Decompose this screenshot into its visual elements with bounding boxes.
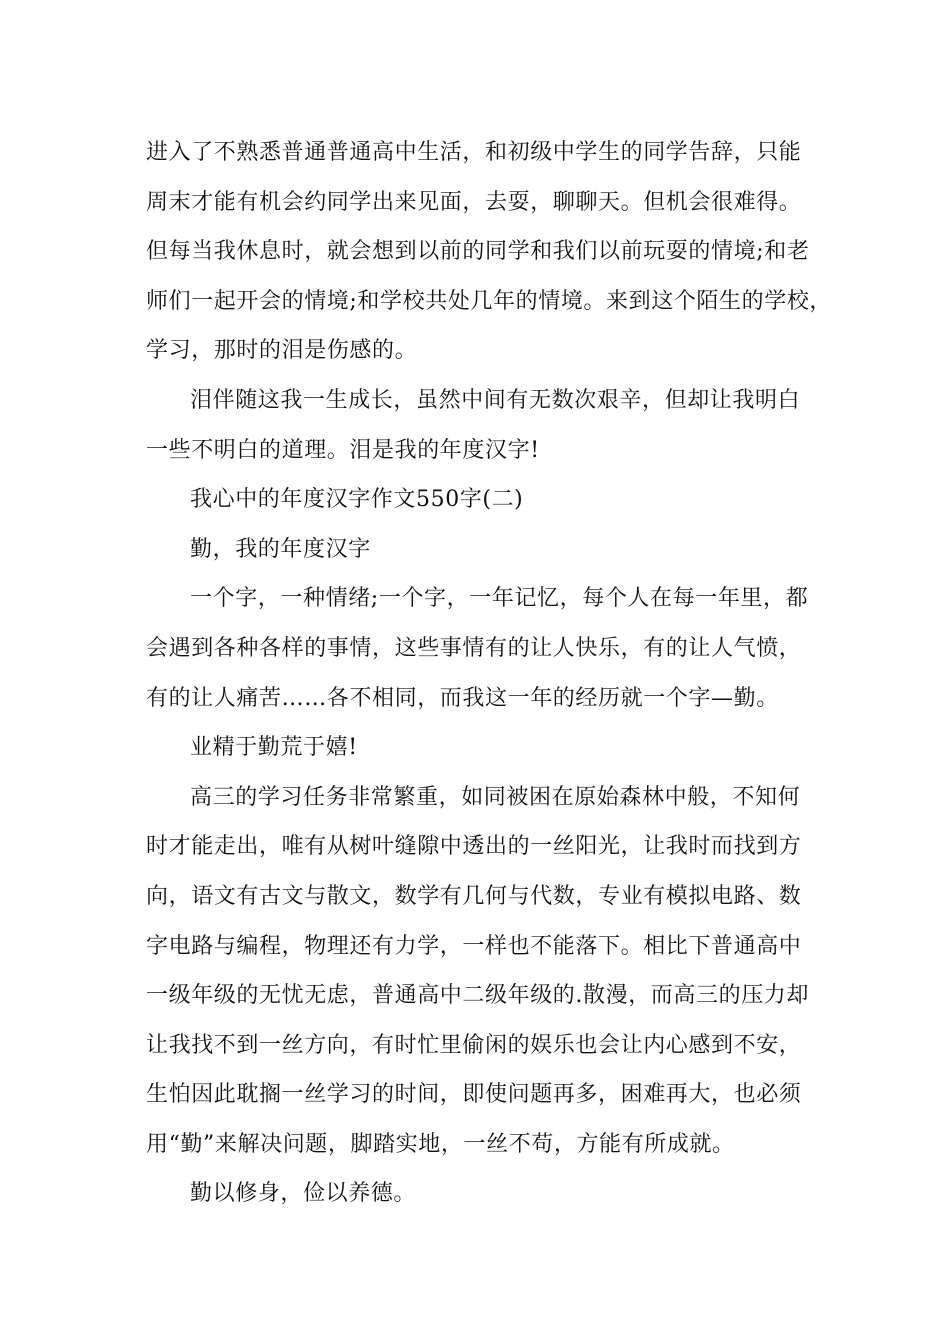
text-line: 高三的学习任务非常繁重，如同被困在原始森林中般，不知何 [190,784,801,810]
text-line: 但每当我休息时，就会想到以前的同学和我们以前玩耍的情境;和老 [146,239,810,265]
text-line: 一个字，一种情绪;一个字，一年记忆，每个人在每一年里，都 [190,586,809,612]
document-body [146,128,833,1219]
text-line: 学习，那时的泪是伤感的。 [146,338,418,364]
text-line: 我心中的年度汉字作文550字(二) [190,487,524,513]
text-line: 业精于勤荒于嬉! [190,735,358,761]
text-line: 勤以修身，俭以养德。 [190,1181,417,1207]
text-line: 勤，我的年度汉字 [190,536,371,562]
text-line: 向，语文有古文与散文，数学有几何与代数，专业有模拟电路、数 [146,883,802,909]
text-line: 一些不明白的道理。泪是我的年度汉字! [146,437,540,463]
text-line: 用“勤”来解决问题，脚踏实地，一丝不苟，方能有所成就。 [146,1131,735,1157]
text-line: 有的让人痛苦……各不相同，而我这一年的经历就一个字—勤。 [146,685,779,711]
text-line: 周末才能有机会约同学出来见面，去耍，聊聊天。但机会很难得。 [146,189,802,215]
text-line: 字电路与编程，物理还有力学，一样也不能落下。相比下普通高中 [146,933,802,959]
text-line: 让我找不到一丝方向，有时忙里偷闲的娱乐也会让内心感到不安， [146,1032,802,1058]
text-line: 师们一起开会的情境;和学校共处几年的情境。来到这个陌生的学校， [146,288,833,314]
text-line: 生怕因此耽搁一丝学习的时间，即使问题再多，困难再大，也必须 [146,1082,802,1108]
text-line: 一级年级的无忧无虑，普通高中二级年级的.散漫，而高三的压力却 [146,983,809,1009]
text-line: 泪伴随这我一生成长，虽然中间有无数次艰辛，但却让我明白 [190,387,801,413]
text-line: 进入了不熟悉普通普通高中生活，和初级中学生的同学告辞，只能 [146,140,802,165]
text-line: 会遇到各种各样的事情，这些事情有的让人快乐，有的让人气愤， [146,635,802,661]
text-line: 时才能走出，唯有从树叶缝隙中透出的一丝阳光，让我时而找到方 [146,834,802,860]
